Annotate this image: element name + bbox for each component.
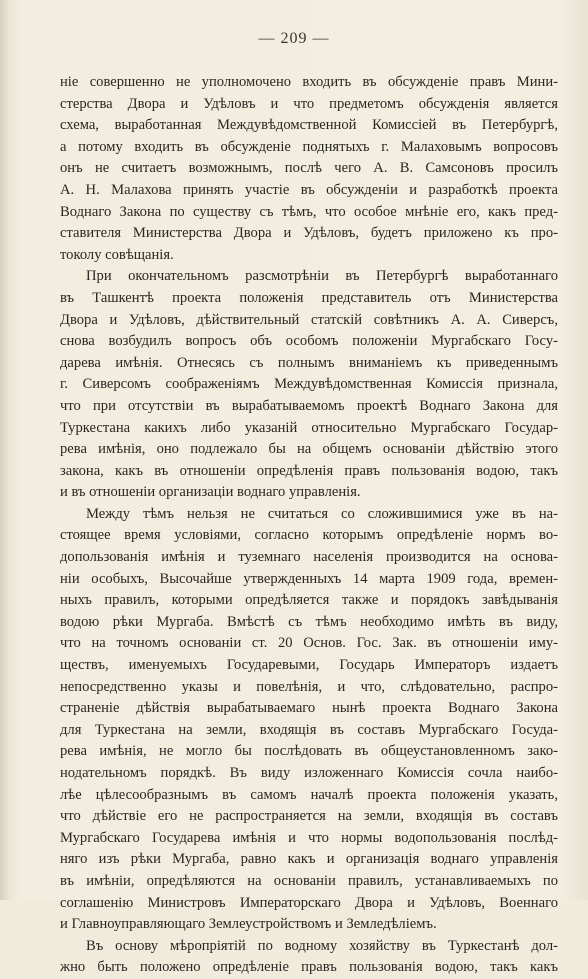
text-line: ніи особыхъ, Высочайше утвержденныхъ 14 марта 1909 года, времен- (60, 570, 558, 587)
text-line: рева имѣнія, не могло бы послѣдовать въ общеустановленномъ зако- (60, 743, 558, 760)
text-line: закона, какъ въ отношеніи опредѣленія правъ пользованія водою, такъ (60, 462, 558, 479)
text-line: стерства Двора и Удѣловъ и что предметомъ обсужденія является (60, 95, 558, 112)
text-line: что дѣйствіе его не распространяется на земли, входящія въ составъ (60, 808, 558, 825)
text-line: няго изъ рѣки Мургаба, равно какъ и организація воднаго управленія (60, 851, 558, 868)
text-line: А. Н. Малахова принять участіе въ обсужденіи и разработкѣ проекта (60, 181, 558, 198)
text-line: ныхъ правилъ, которыми опредѣляется также и порядокъ завѣдыванія (60, 592, 558, 609)
page-number: — 209 — (258, 30, 330, 47)
body-text (60, 72, 558, 979)
text-line: лѣе цѣлесообразнымъ въ самомъ началѣ проекта положенія указать, (60, 786, 558, 803)
text-line: непосредственно указы и повелѣнія, и что, слѣдовательно, распро- (60, 678, 558, 695)
text-line: ществъ, именуемыхъ Государевыми, Государь Императоръ издаетъ (60, 657, 558, 674)
text-line: Въ основу мѣропріятій по водному хозяйству въ Туркестанѣ дол- (86, 937, 558, 954)
text-line: Туркестана какихъ либо указаній относительно Мургабскаго Государ- (60, 419, 558, 436)
text-line: для Туркестана на земли, входящія въ составъ Мургабскаго Госуда- (60, 721, 558, 738)
text-line: ставителя Министерства Двора и Удѣловъ, будетъ приложено къ про- (60, 225, 558, 242)
text-line: а потому входить въ обсужденіе поднятыхъ г. Малаховымъ вопросовъ (60, 138, 558, 155)
text-line: ніе совершенно не уполномочено входить въ обсужденіе правъ Мини- (60, 74, 558, 90)
text-line: онъ не считаетъ возможнымъ, послѣ чего А. В. Самсоновъ просилъ (60, 160, 558, 177)
text-line: водою рѣки Мургаба. Вмѣстѣ съ тѣмъ необходимо имѣть въ виду, (60, 613, 558, 630)
text-line: что при отсутствіи въ вырабатываемомъ проектѣ Воднаго Закона для (60, 397, 558, 414)
text-line: Двора и Удѣловъ, дѣйствительный статскій совѣтникъ А. А. Сиверсъ, (60, 311, 558, 328)
text-line: рева имѣнія, оно подлежало бы на общемъ основаніи дѣйствію этого (60, 441, 558, 458)
text-line: что на точномъ основаніи ст. 20 Основ. Гос. Зак. въ отношеніи иму- (60, 635, 558, 652)
text-line: Мургабскаго Государева имѣнія и что нормы водопользованія послѣд- (60, 829, 558, 846)
text-line: и Главноуправляющаго Землеустройствомъ и Земледѣліемъ. (60, 916, 437, 933)
text-line: страненіе дѣйствія вырабатываемаго нынѣ проекта Воднаго Закона (60, 700, 558, 717)
text-line: и въ отношеніи организаціи воднаго управленія. (60, 484, 361, 501)
text-line: Воднаго Закона по существу съ тѣмъ, что особое мнѣніе его, какъ пред- (60, 203, 558, 220)
text-line: схема, выработанная Междувѣдомственной Комиссіей въ Петербургѣ, (60, 117, 558, 134)
text-line: снова возбудилъ вопросъ объ особомъ положеніи Мургабскаго Госу- (60, 333, 558, 350)
text-line: въ Ташкентѣ проекта положенія представитель отъ Министерства (60, 289, 558, 306)
text-line: стоящее время условіями, согласно которымъ опредѣленіе нормъ во- (60, 527, 558, 544)
text-line: въ имѣніи, опредѣляются на основаніи правилъ, устанавливаемыхъ по (60, 872, 558, 889)
text-line: жно быть положено опредѣленіе правъ пользованія водою, такъ какъ (60, 959, 558, 976)
text-line: допользованія имѣнія и туземнаго населенія производится на основа- (60, 549, 558, 566)
text-line: соглашенію Министровъ Императорскаго Двора и Удѣловъ, Военнаго (60, 894, 558, 911)
text-line: При окончательномъ разсмотрѣніи въ Петербургѣ выработаннаго (86, 268, 558, 285)
page-edge-shadow (0, 0, 10, 900)
text-line: дарева имѣнія. Отнесясь съ полнымъ вниманіемъ къ приведеннымъ (60, 354, 558, 371)
text-line: г. Сиверсомъ соображеніямъ Междувѣдомственная Комиссія признала, (60, 376, 558, 393)
text-line: токолу совѣщанія. (60, 246, 174, 263)
text-line: нодательномъ порядкѣ. Въ виду изложеннаго Комиссія сочла наибо- (60, 765, 558, 781)
text-line: Между тѣмъ нельзя не считаться со сложившимися уже въ на- (86, 505, 558, 522)
